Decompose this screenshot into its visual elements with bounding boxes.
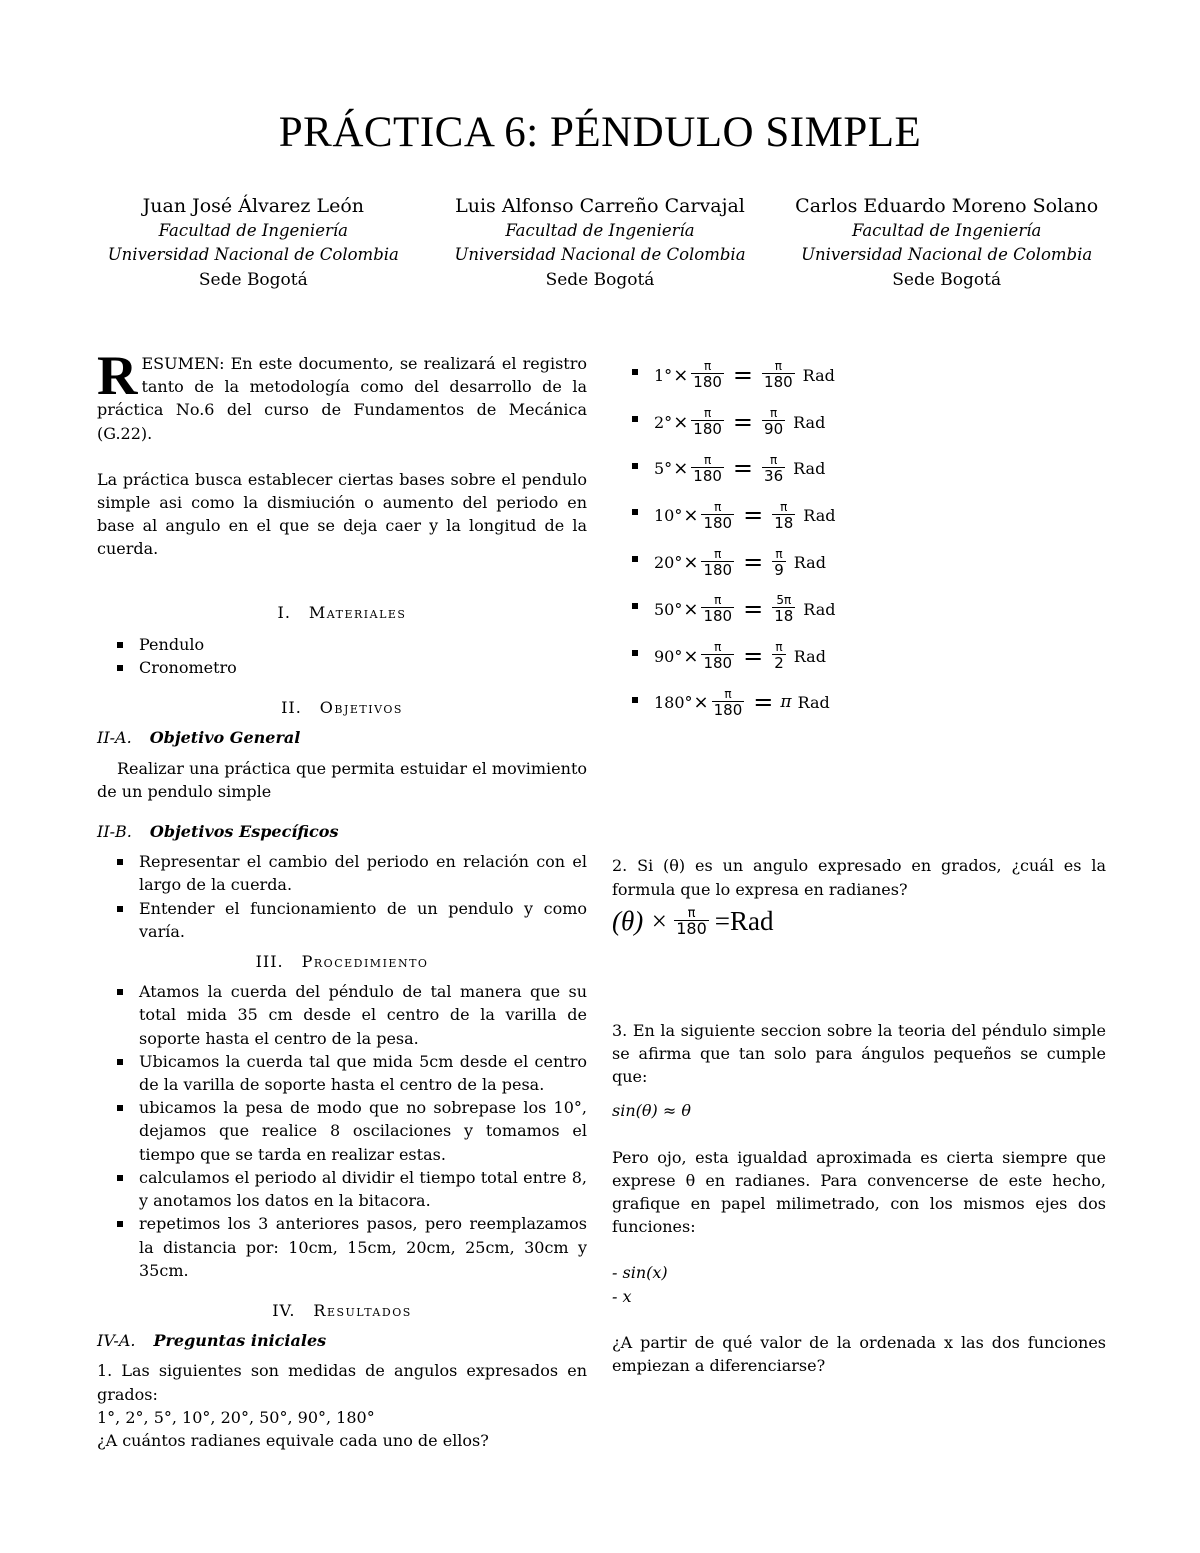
specific-objectives-list	[97, 850, 587, 943]
abstract-text: ESUMEN: En este documento, se realizará el registro tanto de la metodología como del desarrollo de la práctica No.6 del curso de Fundamentos de Mecánica (G.22).	[97, 354, 587, 443]
equals-sign: =	[743, 641, 764, 670]
times-sign: ×	[683, 645, 699, 667]
conversion-list	[612, 352, 1106, 726]
list-item: calculamos el periodo al dividir el tiempo total entre 8, y anotamos los datos en la bitacora.	[97, 1166, 587, 1212]
degree-value: 90°	[654, 646, 683, 666]
unit-label: Rad	[797, 693, 830, 713]
subsection-title: Objetivos Específicos	[149, 822, 339, 842]
factor-denominator: 180	[703, 607, 733, 626]
factor-fraction	[701, 501, 734, 531]
factor-denominator: 180	[693, 373, 722, 392]
degree-value: 180°	[654, 693, 693, 713]
result-fraction	[772, 641, 786, 671]
section-number: II.	[281, 698, 302, 718]
approximation-formula: sin(θ) ≈ θ	[612, 1101, 691, 1121]
factor-fraction	[691, 360, 724, 390]
result-numerator: π	[775, 640, 783, 655]
result-fraction	[772, 548, 786, 578]
factor-fraction	[701, 548, 734, 578]
unit-label: Rad	[803, 599, 836, 619]
paper-title: PRÁCTICA 6: PÉNDULO SIMPLE	[278, 109, 922, 156]
author-faculty: Facultad de Ingeniería	[852, 220, 1042, 240]
factor-fraction	[691, 454, 724, 484]
list-item: ubicamos la pesa de modo que no sobrepase los 10°, dejamos que realice 8 oscilaciones y tomamos el tiempo que se tarda en realizar estas.	[97, 1096, 587, 1166]
subsection-title: Objetivo General	[149, 728, 301, 748]
unit-label: Rad	[793, 552, 826, 572]
section-title: Objetivos	[319, 698, 403, 718]
unit-label: Rad	[803, 506, 836, 526]
result-denominator: 2	[774, 654, 784, 673]
question-3-paragraph: Pero ojo, esta igualdad aproximada es cierta siempre que exprese θ en radianes. Para convencerse de este hecho, grafique en papel milimetrado, con los mismos ejes dos funciones:	[612, 1147, 1106, 1237]
author-university: Universidad Nacional de Colombia	[801, 245, 1093, 264]
procedure-list	[97, 980, 587, 1282]
times-sign: ×	[673, 458, 689, 480]
section-heading-objetivos	[97, 696, 587, 719]
equals-sign: =	[732, 407, 754, 436]
result-denominator: 90	[764, 420, 784, 439]
conversion-item	[612, 446, 1106, 493]
formula-right: =Rad	[714, 906, 774, 937]
conversion-item	[612, 399, 1106, 446]
factor-denominator: 180	[703, 513, 733, 532]
factor-fraction	[712, 688, 745, 718]
factor-fraction	[701, 594, 734, 624]
times-sign: ×	[673, 364, 689, 386]
conversion-item	[612, 492, 1106, 539]
result-fraction	[762, 360, 795, 390]
function-2: - x	[612, 1286, 632, 1306]
equals-sign: =	[743, 547, 764, 576]
unit-label: Rad	[802, 365, 835, 385]
function-1: - sin(x)	[612, 1263, 668, 1283]
times-sign: ×	[683, 551, 699, 573]
result-fraction	[772, 594, 795, 624]
list-item: Cronometro	[97, 656, 587, 679]
subsection-title: Preguntas iniciales	[153, 1331, 327, 1351]
section-heading-resultados	[97, 1299, 587, 1322]
result-fraction	[772, 501, 795, 531]
times-sign: ×	[683, 598, 699, 620]
list-item: Representar el cambio del periodo en relación con el largo de la cuerda.	[97, 850, 587, 896]
result-fraction	[762, 454, 785, 484]
author-campus: Sede Bogotá	[198, 269, 308, 290]
equals-sign: =	[743, 594, 764, 623]
formula-denominator: 180	[676, 918, 707, 938]
conversion-item	[612, 539, 1106, 586]
times-sign: ×	[673, 411, 689, 433]
conversion-item	[612, 352, 1106, 399]
factor-numerator: π	[714, 593, 722, 608]
section-number: I.	[277, 602, 291, 622]
degree-value: 5°	[654, 459, 673, 479]
abstract	[97, 345, 587, 445]
materials-list	[97, 633, 587, 679]
question-1-text: 1. Las siguientes son medidas de angulos expresados en grados:	[97, 1361, 587, 1404]
formula-left: (θ) ×	[612, 906, 669, 937]
result-denominator: 180	[764, 373, 793, 392]
question-1-angles: 1°, 2°, 5°, 10°, 20°, 50°, 90°, 180°	[97, 1407, 375, 1427]
subsection-label: II-A.	[97, 728, 132, 748]
question-2-formula	[612, 907, 1106, 937]
list-item: repetimos los 3 anteriores pasos, pero reemplazamos la distancia por: 10cm, 15cm, 20cm, 25cm, 30cm y 35cm.	[97, 1212, 587, 1282]
factor-numerator: π	[724, 686, 732, 701]
conversion-item	[612, 680, 1106, 727]
equals-sign: =	[732, 454, 754, 483]
equals-sign: =	[753, 688, 774, 717]
subsection-label: IV-A.	[97, 1331, 136, 1351]
factor-fraction	[701, 641, 734, 671]
factor-numerator: π	[714, 499, 722, 514]
factor-numerator: π	[703, 406, 712, 421]
author-university: Universidad Nacional de Colombia	[454, 245, 746, 264]
factor-numerator: π	[703, 359, 712, 374]
list-item: Atamos la cuerda del péndulo de tal manera que su total mida 35 cm desde el centro de la varilla de soporte hasta el centro de la pesa.	[97, 980, 587, 1050]
result-value: π	[780, 692, 792, 713]
section-number: III.	[255, 952, 284, 972]
author-name: Juan José Álvarez León	[142, 195, 364, 217]
unit-label: Rad	[793, 412, 826, 432]
factor-numerator: π	[703, 452, 712, 467]
question-1-ask: ¿A cuántos radianes equivale cada uno de ellos?	[97, 1430, 489, 1450]
author-2	[427, 194, 774, 292]
degree-value: 2°	[654, 412, 673, 432]
conversion-item	[612, 586, 1106, 633]
subsection-heading-preguntas	[97, 1329, 587, 1352]
result-denominator: 18	[774, 607, 794, 626]
list-item: Entender el funcionamiento de un pendulo y como varía.	[97, 897, 587, 943]
factor-fraction	[691, 407, 724, 437]
formula-fraction	[674, 907, 709, 937]
factor-denominator: 180	[703, 560, 733, 579]
degree-value: 20°	[654, 552, 683, 572]
result-denominator: 36	[764, 466, 784, 485]
author-3	[773, 194, 1120, 292]
factor-numerator: π	[714, 546, 722, 561]
question-3-text: 3. En la siguiente seccion sobre la teoria del péndulo simple se afirma que tan solo para ángulos pequeños se cumple que:	[612, 1020, 1106, 1087]
author-campus: Sede Bogotá	[545, 269, 655, 290]
result-numerator: π	[774, 359, 782, 374]
result-numerator: π	[780, 499, 788, 514]
result-fraction	[762, 407, 785, 437]
section-title: Resultados	[313, 1300, 412, 1320]
result-numerator: π	[775, 546, 783, 561]
formula-numerator: π	[687, 905, 696, 921]
general-objective-text: Realizar una práctica que permita estuidar el movimiento de un pendulo simple	[97, 758, 587, 801]
unit-label: Rad	[793, 459, 826, 479]
abstract-dropcap: R	[97, 345, 138, 407]
author-name: Carlos Eduardo Moreno Solano	[795, 195, 1099, 217]
degree-value: 10°	[654, 506, 683, 526]
result-denominator: 18	[774, 513, 794, 532]
question-2-text: 2. Si (θ) es un angulo expresado en grados, ¿cuál es la formula que lo expresa en radianes?	[612, 856, 1106, 899]
question-3-ask: ¿A partir de qué valor de la ordenada x las dos funciones empiezan a diferenciarse?	[612, 1332, 1106, 1376]
author-faculty: Facultad de Ingeniería	[158, 220, 348, 240]
unit-label: Rad	[793, 646, 826, 666]
equals-sign: =	[743, 501, 764, 530]
list-item: Pendulo	[97, 633, 587, 656]
subsection-heading-general	[97, 726, 587, 749]
factor-denominator: 180	[713, 700, 743, 719]
subsection-heading-specific	[97, 820, 587, 843]
list-item: Ubicamos la cuerda tal que mida 5cm desde el centro de la varilla de soporte hasta el centro de la pesa.	[97, 1050, 587, 1096]
author-block	[80, 194, 1120, 292]
conversion-item	[612, 633, 1106, 680]
section-heading-procedimiento	[97, 950, 587, 973]
result-numerator: π	[769, 452, 778, 467]
author-name: Luis Alfonso Carreño Carvajal	[455, 195, 745, 217]
author-faculty: Facultad de Ingeniería	[505, 220, 695, 240]
section-title: Procedimiento	[301, 952, 429, 972]
factor-numerator: π	[714, 640, 722, 655]
factor-denominator: 180	[703, 654, 733, 673]
result-numerator: π	[769, 406, 778, 421]
degree-value: 50°	[654, 599, 683, 619]
factor-denominator: 180	[693, 466, 722, 485]
factor-denominator: 180	[693, 420, 722, 439]
degree-value: 1°	[654, 365, 673, 385]
author-university: Universidad Nacional de Colombia	[107, 245, 399, 264]
author-1	[80, 194, 427, 292]
equals-sign: =	[732, 360, 754, 389]
subsection-label: II-B.	[97, 822, 132, 842]
left-column	[97, 345, 587, 1452]
section-heading-materiales	[97, 601, 587, 624]
abstract-paragraph-2: La práctica busca establecer ciertas bases sobre el pendulo simple asi como la dismiución o aumento del periodo en base al angulo en el que se deja caer y la longitud de la cuerda.	[97, 469, 587, 559]
result-denominator: 9	[774, 560, 784, 579]
times-sign: ×	[683, 505, 699, 527]
result-numerator: 5π	[776, 593, 792, 608]
right-column	[612, 352, 1106, 1377]
section-number: IV.	[272, 1300, 296, 1320]
author-campus: Sede Bogotá	[892, 269, 1002, 290]
times-sign: ×	[693, 692, 709, 714]
section-title: Materiales	[308, 602, 407, 622]
